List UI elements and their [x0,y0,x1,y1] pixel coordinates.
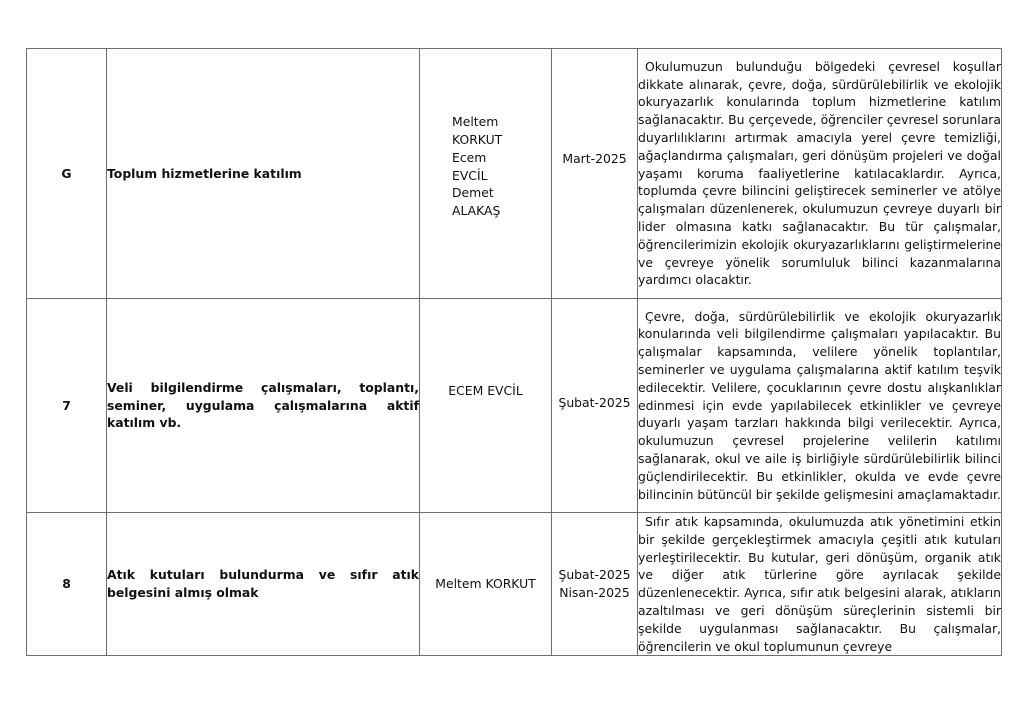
date-text: Şubat-2025 [558,394,631,410]
date-cell [552,513,638,656]
responsible-line: Meltem KORKUT [435,576,536,592]
row-number: 7 [27,299,107,513]
description-cell [638,299,1002,513]
table-row [27,513,1002,656]
date-text: Şubat-2025 [558,567,631,583]
activity-text: Atık kutuları bulundurma ve sıfır atık belgesini almış olmak [107,567,419,601]
description-text: Sıfır atık kapsamında, okulumuzda atık yönetimini etkin bir şekilde gerçekleştirmek amacıyla çeşitli atık kutuları yerleştirilecektir. Bu kutular, geri dönüşüm, organik atık ve diğer atık türlerine göre ayrılacak şekilde düzenlenecektir. Ayrıca, sıfır atık belgesini alarak, atıkların azaltılması ve geri dönüşüm süreçlerinin sistemli bir şekilde uygulanması sağlanacaktır. Bu çalışmalar, öğrencilerin ve okul toplumunun çevreye [638,514,1001,654]
responsible-line: ALAKAŞ [452,203,501,219]
responsible-line: KORKUT [452,131,503,147]
activity-cell [107,49,420,299]
responsible-list [420,113,502,220]
responsible-cell [420,299,552,513]
activity-text: Toplum hizmetlerine katılım [107,165,302,181]
description-cell [638,513,1002,656]
responsible-line: EVCİL [452,167,488,183]
description-cell [638,49,1002,299]
date-text: Mart-2025 [562,150,627,166]
date-cell [552,49,638,299]
date-cell [552,299,638,513]
description-text: Çevre, doğa, sürdürülebilirlik ve ekolojik okuryazarlık konularında veli bilgilendirme çalışmaları yapılacaktır. Bu çalışmalar kapsamında, velilere yönelik toplantılar, seminerler ve uygulama çalışmalarına aktif katılım teşvik edilecektir. Velilere, çocuklarının çevre dostu alışkanlıklar edinmesi için evde yapılabilecek etkinlikler ve çevreye duyarlı yaşam tarzları hakkında bilgi verilecektir. Ayrıca, okulumuzun çevresel projelerine velilerin katılımı sağlanarak, okul ve aile iş birliğiyle sürdürülebilirlik bilinci güçlendirilecektir. Bu etkinlikler, okulda ve evde çevre bilincinin bütüncül bir şekilde gelişmesini amaçlamaktadır. [638,308,1001,502]
row-number: G [27,49,107,299]
row-number: 8 [27,513,107,656]
responsible-cell [420,513,552,656]
responsible-line: Demet [452,185,494,201]
table-row [27,49,1002,299]
responsible-line: Meltem [452,114,499,130]
activity-text: Veli bilgilendirme çalışmaları, toplantı, seminer, uygulama çalışmalarına aktif katılım vb. [107,379,419,431]
responsible-cell [420,49,552,299]
responsible-line: ECEM EVCİL [448,382,523,398]
description-text: Okulumuzun bulunduğu bölgedeki çevresel koşullar dikkate alınarak, çevre, doğa, sürdürülebilirlik ve ekolojik okuryazarlık konularında toplum hizmetlerine katılım sağlanacaktır. Bu çerçevede, öğrenciler çevresel sorunlara duyarlılıklarını artırmak amacıyla yerel çevre temizliği, ağaçlandırma çalışmaları, geri dönüşüm projeleri ve doğal yaşamı koruma faaliyetlerine katılacaklardır. Ayrıca, toplumda çevre bilincini geliştirecek seminerler ve atölye çalışmaları düzenlenerek, okulumuzun çevreye duyarlı bir lider olmasına katkı sağlanacaktır. Bu tür çalışmalar, öğrencilerimizin ekolojik okuryazarlıklarını geliştirmelerine ve çevreye yönelik sorumluluk bilinci kazanmalarına yardımcı olacaktır. [638,58,1001,288]
activity-cell [107,299,420,513]
responsible-line: Ecem [452,149,487,165]
date-text: Nisan-2025 [559,585,630,601]
table-row [27,299,1002,513]
action-plan-table [26,48,1002,656]
activity-cell [107,513,420,656]
